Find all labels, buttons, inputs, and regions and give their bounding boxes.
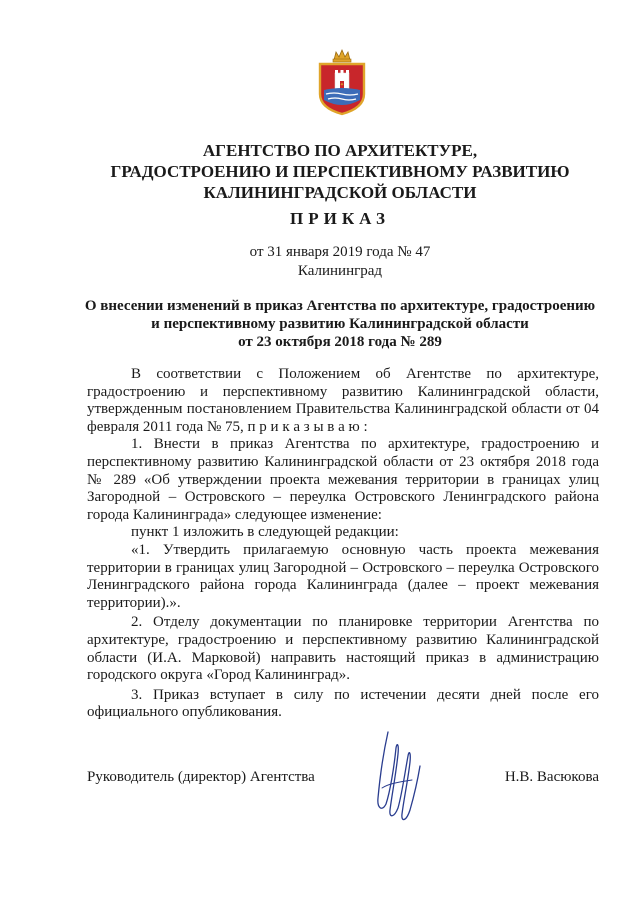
agency-name-line-3: КАЛИНИНГРАДСКОЙ ОБЛАСТИ (203, 183, 477, 202)
signer-name: Н.В. Васюкова (504, 769, 599, 785)
agency-name-line-1: АГЕНТСТВО ПО АРХИТЕКТУРЕ, (202, 141, 478, 160)
order-city: Калининград (297, 263, 383, 279)
item-1-subparagraph: пункт 1 изложить в следующей редакции: (131, 524, 399, 541)
agency-name-line-2: ГРАДОСТРОЕНИЮ И ПЕРСПЕКТИВНОМУ РАЗВИТИЮ (110, 162, 570, 181)
item-1-paragraph: 1. Внести в приказ Агентства по архитектуре, градостроению и перспективному развитию Калининградской области от 23 октября 2018 года № 289 «Об утверждении проекта межевания территории в границах улиц Загородной – Островского – переулка Островского Ленинградского района города Калининграда» следующее изменение: (87, 436, 599, 523)
order-subject-line-2: и перспективному развитию Калининградской области (151, 316, 529, 332)
item-3-paragraph: 3. Приказ вступает в силу по истечении десяти дней после его официального опубликования. (87, 686, 599, 721)
agency-name (60, 140, 620, 203)
signer-position: Руководитель (директор) Агентства (87, 769, 315, 785)
order-date-number: от 31 января 2019 года № 47 (249, 244, 431, 260)
preamble-paragraph: В соответствии с Положением об Агентстве по архитектуре, градостроению и перспективному развитию Калининградской области, утвержденным постановлением Правительства Калининградской области от 04 февраля 2011 года № 75, п р и к а з ы в а ю : (87, 366, 599, 435)
order-subject (60, 297, 620, 351)
svg-text:✦: ✦ (339, 82, 345, 88)
document-type-title: ПРИКАЗ (290, 209, 390, 228)
handwritten-signature (368, 728, 428, 826)
order-body (87, 366, 599, 722)
order-subject-line-1: О внесении изменений в приказ Агентства по архитектуре, градостроению (84, 298, 596, 314)
order-meta (60, 243, 620, 281)
item-1-quote-paragraph: «1. Утвердить прилагаемую основную часть проекта межевания территории в границах улиц Загородной – Островского – переулка Островского Ленинградского района города Калининграда (далее – проект межевания территории).». (87, 541, 599, 611)
order-subject-line-3: от 23 октября 2018 года № 289 (238, 334, 442, 350)
item-2-paragraph: 2. Отделу документации по планировке территории Агентства по архитектуре, градостроению и перспективному развитию Калининградской области (И.А. Марковой) направить настоящий приказ в администрацию городского округа «Город Калининград». (87, 614, 599, 684)
coat-of-arms-emblem (316, 48, 368, 116)
